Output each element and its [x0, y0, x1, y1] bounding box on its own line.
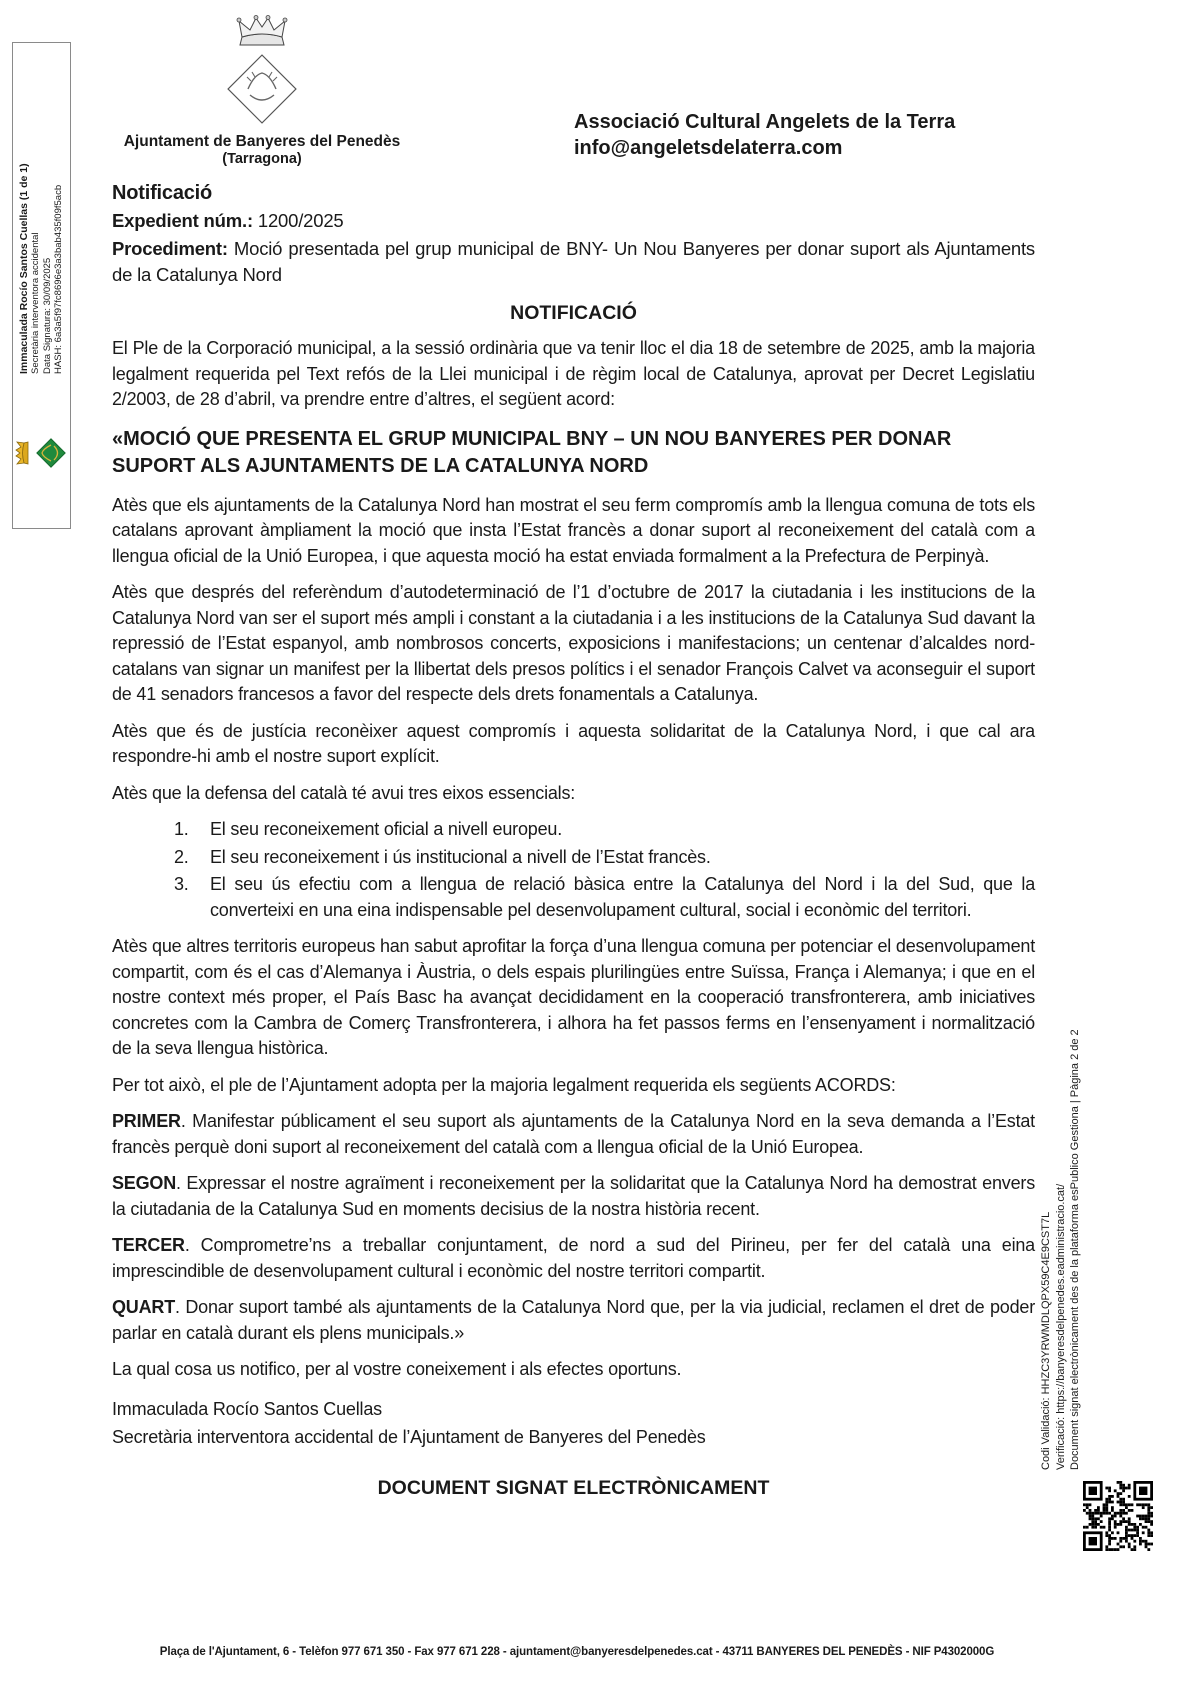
platform-page-line: Document signat electrònicament des de la plataforma esPublico Gestiona | Pàgina 2 de 2: [1069, 1029, 1082, 1470]
list-item: [112, 845, 1035, 871]
verification-url-line: Verificació: https://banyeresdelpenedes.eadministracio.cat/: [1054, 1183, 1067, 1470]
list-item-number: 1.: [174, 819, 189, 839]
signer-role-line: Secretària interventora accidental: [30, 232, 41, 374]
recipient-name: Associació Cultural Angelets de la Terra: [574, 111, 956, 133]
signature-date-line: Data Signatura: 30/09/2025: [41, 257, 53, 374]
document-header: [112, 14, 1035, 174]
acord-segon: [112, 1171, 1035, 1222]
list-item-number: 2.: [174, 846, 189, 867]
procediment-value: Moció presentada pel grup municipal de BNY- Un Nou Banyeres per donar suport als Ajuntaments de la Catalunya Nord: [112, 238, 1035, 285]
signature-hash-line: HASH: 6a3a5f97fc8696e3a3bab435f09f5acb: [53, 184, 64, 374]
list-item: [112, 817, 1035, 843]
signed-electronically-note: DOCUMENT SIGNAT ELECTRÒNICAMENT: [377, 1476, 770, 1499]
notificacio-label: Notificació: [112, 182, 213, 204]
crown-icon: [14, 440, 30, 466]
acord-label: QUART: [112, 1297, 175, 1317]
org-name: Ajuntament de Banyeres del Penedès: [123, 133, 401, 150]
ates-paragraph-4: Atès que la defensa del català té avui tres eixos essencials:: [112, 782, 576, 803]
procediment-label: Procediment:: [112, 238, 228, 259]
ates-paragraph-1: Atès que els ajuntaments de la Catalunya Nord han mostrat el seu ferm compromís amb la llengua comuna de tots els catalans aprovant àmpliament la moció que insta l’Estat francès a donar suport al reconeixement del català com a llengua oficial de la Unió Europea, i que aquesta moció ha estat enviada formalment a la Prefectura de Perpinyà.: [112, 494, 1035, 566]
validation-info-panel: [1028, 962, 1094, 1470]
list-item-text: El seu reconeixement i ús institucional a nivell de l’Estat francès.: [210, 846, 711, 867]
ates-paragraph-2: Atès que després del referèndum d’autodeterminació de l’1 d’octubre de 2017 la ciutadania i les institucions de la Catalunya Nord van ser el suport més ampli i constant a la ciutadania i a les institucions de la Catalunya Sud davant la repressió de l’Estat espanyol, amb nombrosos concerts, exposicions i manifestacions; un centenar d’alcaldes nord-catalans van signar un manifest per la llibertat dels presos polítics i el senador François Calvet va aconseguir el suport de 41 senadors francesos a favor del respecte dels drets fonamentals a Catalunya.: [112, 582, 1035, 704]
intro-paragraph: El Ple de la Corporació municipal, a la sessió ordinària que va tenir lloc el dia 18 de setembre de 2025, amb la majoria legalment requerida pel Text refós de la Llei municipal i de règim local de Catalunya, aprovat per Decret Legislatiu 2/2003, de 28 d’abril, va prendre entre d’altres, el següent acord:: [112, 338, 1035, 409]
municipal-crest-icon: [224, 14, 300, 132]
qr-code-icon: [1083, 1481, 1153, 1551]
acord-quart: [112, 1295, 1035, 1346]
signature-stamp-text: [19, 163, 65, 374]
signer-name-line: Immaculada Rocío Santos Cuellas (1 de 1): [17, 163, 30, 374]
acord-primer: [112, 1109, 1035, 1160]
page-title: NOTIFICACIÓ: [510, 302, 637, 324]
per-tot-paragraph: Per tot això, el ple de l’Ajuntament adopta per la majoria legalment requerida els següents ACORDS:: [112, 1074, 896, 1095]
list-item-text: El seu reconeixement oficial a nivell europeu.: [210, 819, 563, 839]
signer-role: Secretària interventora accidental de l’Ajuntament de Banyeres del Penedès: [112, 1427, 706, 1447]
signer-name: Immaculada Rocío Santos Cuellas: [112, 1398, 382, 1419]
acord-label: TERCER: [112, 1235, 185, 1255]
acord-tercer: [112, 1233, 1035, 1284]
document-page: [112, 14, 1035, 1500]
signer-block: [112, 1397, 1035, 1451]
ates-paragraph-5: Atès que altres territoris europeus han sabut aprofitar la força d’una llengua comuna per potenciar el desenvolupament compartit, com és el cas d’Alemanya i Àustria, o dels espais plurilingües entre Suïssa, França i Alemanya; i que en el nostre context més proper, el País Basc ha avançat decididament en la cooperació transfronterera, amb iniciatives concretes com la Cambra de Comerç Transfronterera, i alhora ha fet passos ferms en l’ensenyament i normalització de la seva llengua històrica.: [112, 936, 1035, 1058]
signature-stamp-panel: [12, 42, 71, 529]
municipal-crest-small-icon: [14, 426, 70, 480]
notification-meta: [112, 180, 1035, 288]
signature-stamp-rotated-content: [13, 43, 70, 528]
recipient-email: info@angeletsdelaterra.com: [574, 137, 843, 159]
validation-info-rotated-content: [1028, 962, 1094, 1470]
mocio-heading: «MOCIÓ QUE PRESENTA EL GRUP MUNICIPAL BNY – UN NOU BANYERES PER DONAR SUPORT ALS AJUNTAMENTS DE LA CATALUNYA NORD: [112, 427, 952, 477]
recipient-block: [574, 109, 955, 161]
expedient-value: 1200/2025: [257, 210, 344, 231]
org-location: (Tarragona): [222, 151, 302, 167]
qr-code: [1083, 1481, 1153, 1551]
acord-text: . Donar suport també als ajuntaments de la Catalunya Nord que, per la via judicial, reclamen el dret de poder parlar en català durant els plens municipals.»: [112, 1297, 1035, 1343]
procediment-line: [112, 236, 1035, 288]
municipality-block: [112, 14, 412, 167]
diamond-shield-icon: [224, 51, 300, 127]
eixos-list: [112, 817, 1035, 923]
ates-paragraph-3: Atès que és de justícia reconèixer aquest compromís i aquesta solidaritat de la Catalunya Nord, i que cal ara respondre-hi amb el nostre suport explícit.: [112, 720, 1035, 766]
expedient-line: [112, 208, 1035, 234]
acord-label: PRIMER: [112, 1111, 181, 1131]
list-item-text: El seu ús efectiu com a llengua de relació bàsica entre la Catalunya del Nord i la del Sud, que la converteixi en una eina indispensable pel desenvolupament cultural, social i econòmic del territori.: [210, 874, 1035, 920]
crown-icon: [232, 14, 292, 48]
list-item-number: 3.: [174, 874, 189, 894]
list-item: [112, 872, 1035, 923]
acord-text: . Manifestar públicament el seu suport als ajuntaments de la Catalunya Nord en la seva demanda a l’Estat francès perquè doni suport al reconeixement del català com a llengua oficial de la Unió Europea.: [112, 1111, 1035, 1157]
validation-code-line: Codi Validació: HHZC3YRWMDLQPX59C4E9CST7L: [1040, 1211, 1053, 1470]
expedient-label: Expedient núm.:: [112, 210, 253, 231]
acord-label: SEGON: [112, 1173, 177, 1193]
page-footer: Plaça de l'Ajuntament, 6 - Telèfon 977 671 350 - Fax 977 671 228 - ajuntament@banyeresdelpenedes.cat - 43711 BANYERES DEL PENEDÈS - NIF P4302000G: [159, 1646, 995, 1658]
closing-line: La qual cosa us notifico, per al vostre coneixement i als efectes oportuns.: [112, 1359, 682, 1379]
diamond-shield-icon: [32, 434, 70, 472]
acord-text: . Expressar el nostre agraïment i reconeixement per la solidaritat que la Catalunya Nord ha demostrat envers la ciutadania de la Catalunya Sud en moments decisius de la nostra història recent.: [112, 1173, 1035, 1219]
acord-text: . Comprometre’ns a treballar conjuntament, de nord a sud del Pirineu, per fer del català una eina imprescindible de desenvolupament cultural i econòmic del nostre territori compartit.: [112, 1235, 1035, 1281]
